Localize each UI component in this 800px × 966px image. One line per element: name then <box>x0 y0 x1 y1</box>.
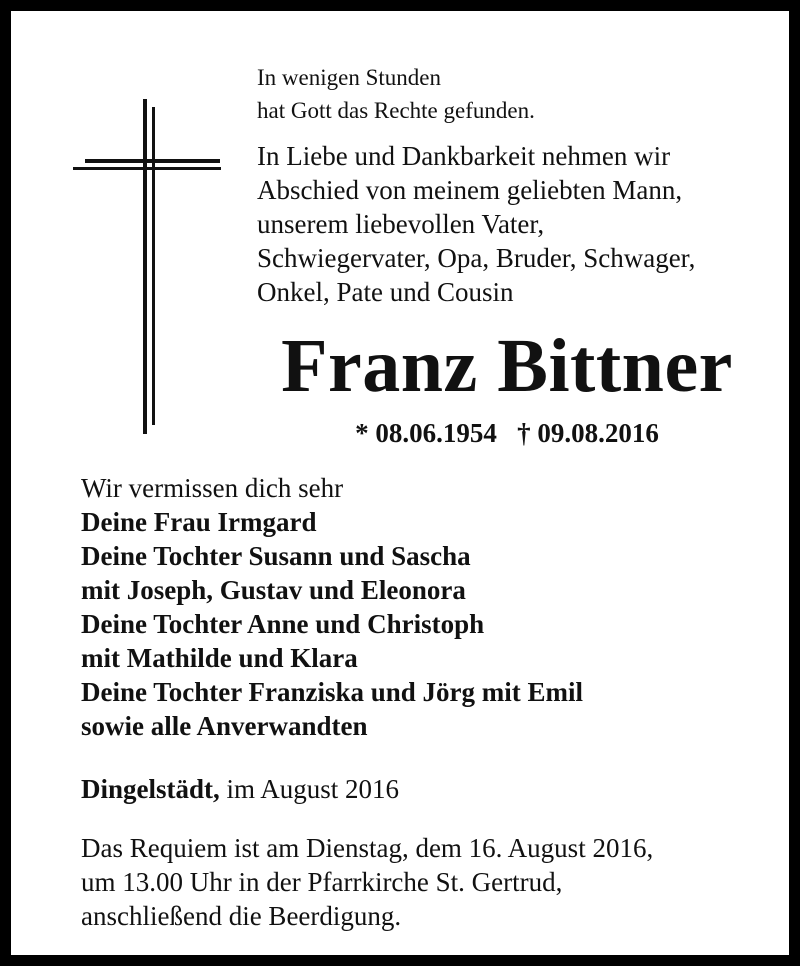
message-line: Abschied von meinem geliebten Mann, <box>257 175 683 205</box>
survivor-line: sowie alle Anverwandten <box>81 711 368 741</box>
intro-verse <box>257 61 777 127</box>
message-line: Schwiegervater, Opa, Bruder, Schwager, <box>257 243 696 273</box>
place-date: im August 2016 <box>226 774 400 804</box>
cross-vertical-beam <box>143 99 147 434</box>
cross-icon <box>73 99 223 434</box>
place-and-date <box>81 772 761 806</box>
birth-date: * 08.06.1954 <box>355 418 497 448</box>
intro-line: In wenigen Stunden <box>257 65 441 90</box>
message-line: In Liebe und Dankbarkeit nehmen wir <box>257 141 671 171</box>
deceased-name: Franz Bittner <box>281 324 733 408</box>
life-dates <box>257 415 757 451</box>
survivor-line: mit Joseph, Gustav und Eleonora <box>81 575 466 605</box>
survivor-line: mit Mathilde und Klara <box>81 643 358 673</box>
requiem-line: um 13.00 Uhr in der Pfarrkirche St. Gertrud, <box>81 867 563 897</box>
survivors-list <box>81 471 761 743</box>
cross-horizontal-beam-inner <box>73 167 221 170</box>
farewell-message <box>257 139 777 309</box>
intro-line: hat Gott das Rechte gefunden. <box>257 98 535 123</box>
place-town: Dingelstädt, <box>81 774 220 804</box>
death-date: † 09.08.2016 <box>517 418 659 448</box>
survivor-line: Deine Frau Irmgard <box>81 507 317 537</box>
requiem-line: anschließend die Beerdigung. <box>81 901 402 931</box>
survivor-line: Deine Tochter Anne und Christoph <box>81 609 485 639</box>
survivor-line: Deine Tochter Susann und Sascha <box>81 541 471 571</box>
message-line: Onkel, Pate und Cousin <box>257 277 514 307</box>
message-line: unserem liebevollen Vater, <box>257 209 545 239</box>
survivor-line: Deine Tochter Franziska und Jörg mit Emil <box>81 677 584 707</box>
cross-vertical-beam-inner <box>152 107 155 425</box>
requiem-line: Das Requiem ist am Dienstag, dem 16. August 2016, <box>81 833 654 863</box>
survivors-opening: Wir vermissen dich sehr <box>81 473 344 503</box>
requiem-notice <box>81 831 771 933</box>
cross-horizontal-beam <box>85 159 220 163</box>
